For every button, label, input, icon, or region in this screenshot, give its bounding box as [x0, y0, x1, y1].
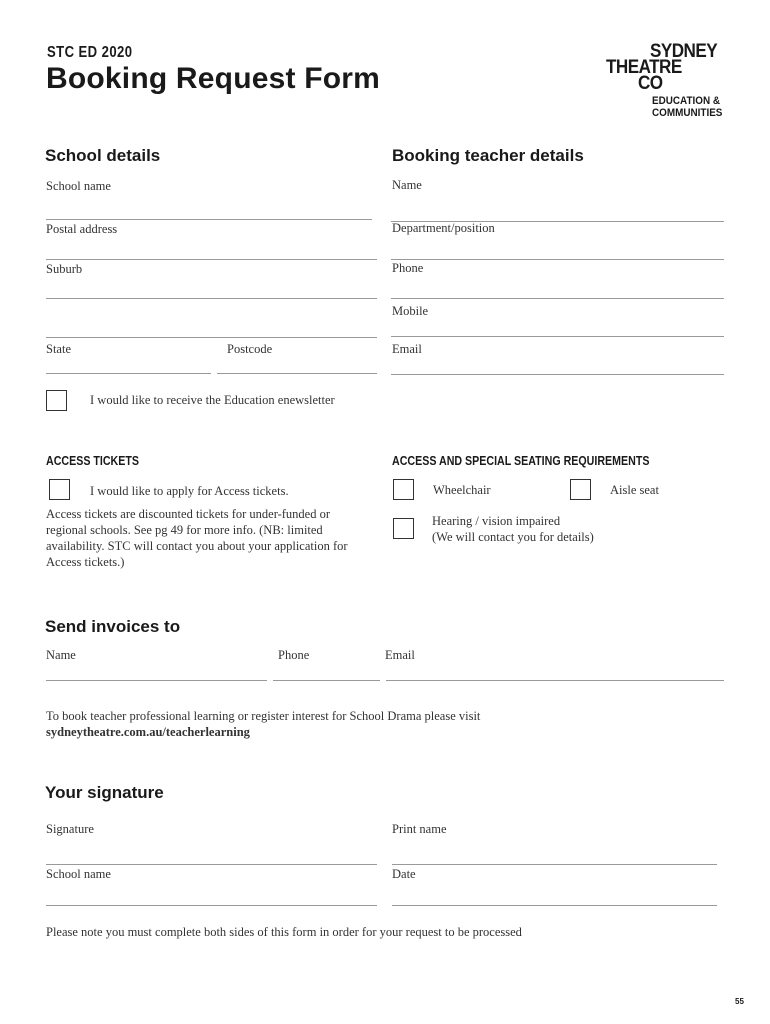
school-name-field[interactable]: [46, 219, 372, 220]
teacher-details-heading: Booking teacher details: [392, 146, 584, 165]
postcode-label: Postcode: [227, 342, 273, 356]
date-label: Date: [392, 867, 416, 881]
access-note-line-1: Access tickets are discounted tickets for under-funded or: [46, 507, 331, 521]
invoice-name-field[interactable]: [46, 680, 267, 681]
aisle-seat-label: Aisle seat: [610, 483, 659, 497]
invoice-phone-label: Phone: [278, 648, 310, 662]
access-tickets-checkbox[interactable]: [49, 479, 70, 500]
state-label: State: [46, 342, 71, 356]
invoice-phone-field[interactable]: [273, 680, 380, 681]
invoice-email-label: Email: [385, 648, 415, 662]
access-note-line-4: Access tickets.): [46, 555, 125, 569]
date-field[interactable]: [392, 905, 717, 906]
wheelchair-checkbox[interactable]: [393, 479, 414, 500]
department-label: Department/position: [392, 221, 495, 235]
newsletter-checkbox[interactable]: [46, 390, 67, 411]
print-name-field[interactable]: [392, 864, 717, 865]
access-tickets-heading: ACCESS TICKETS: [46, 453, 139, 468]
signature-school-name-label: School name: [46, 867, 111, 881]
hearing-vision-label: Hearing / vision impaired: [432, 514, 561, 528]
mobile-label: Mobile: [392, 304, 429, 318]
logo-line-1: SYDNEY: [650, 41, 718, 62]
logo-sub-1: EDUCATION &: [652, 95, 721, 107]
postcode-field[interactable]: [217, 373, 377, 374]
hearing-vision-checkbox[interactable]: [393, 518, 414, 539]
access-seating-heading: ACCESS AND SPECIAL SEATING REQUIREMENTS: [392, 453, 650, 468]
teacher-phone-field[interactable]: [391, 298, 724, 299]
state-field[interactable]: [46, 373, 211, 374]
teacher-email-field[interactable]: [391, 374, 724, 375]
page-title: Booking Request Form: [46, 62, 381, 95]
signature-school-name-field[interactable]: [46, 905, 377, 906]
logo-sub-2: COMMUNITIES: [652, 107, 723, 119]
signature-field[interactable]: [46, 864, 377, 865]
professional-learning-text: To book teacher professional learning or register interest for School Drama please visit: [46, 709, 481, 723]
invoices-heading: Send invoices to: [45, 617, 181, 636]
logo-line-2: THEATRE: [606, 57, 682, 78]
teacher-learning-link[interactable]: sydneytheatre.com.au/teacherlearning: [46, 725, 250, 739]
signature-heading: Your signature: [45, 783, 164, 802]
print-name-label: Print name: [392, 822, 447, 836]
signature-label: Signature: [46, 822, 94, 836]
teacher-email-label: Email: [392, 342, 422, 356]
mobile-field[interactable]: [391, 336, 724, 337]
wheelchair-label: Wheelchair: [433, 483, 491, 497]
postal-address-label: Postal address: [46, 222, 118, 236]
postal-address-field[interactable]: [46, 259, 377, 260]
hearing-vision-note: (We will contact you for details): [432, 530, 594, 544]
page-number: 55: [735, 997, 744, 1006]
teacher-name-label: Name: [392, 178, 422, 192]
access-tickets-apply-label: I would like to apply for Access tickets.: [90, 484, 289, 498]
form-kicker: STC ED 2020: [47, 44, 133, 61]
access-note-line-3: availability. STC will contact you about your application for: [46, 539, 348, 553]
professional-learning-note: [46, 708, 646, 740]
invoice-name-label: Name: [46, 648, 76, 662]
suburb-label: Suburb: [46, 262, 83, 276]
aisle-seat-checkbox[interactable]: [570, 479, 591, 500]
teacher-phone-label: Phone: [392, 261, 424, 275]
access-note-line-2: regional schools. See pg 49 for more info. (NB: limited: [46, 523, 323, 537]
access-tickets-note: [46, 506, 386, 570]
newsletter-label: I would like to receive the Education enewsletter: [90, 393, 335, 407]
school-name-label: School name: [46, 179, 111, 193]
sydney-theatre-co-logo: [606, 41, 736, 124]
address-extra-field[interactable]: [46, 337, 377, 338]
suburb-field[interactable]: [46, 298, 377, 299]
logo-line-3: CO: [638, 73, 663, 94]
school-details-heading: School details: [45, 146, 161, 165]
department-field[interactable]: [391, 259, 724, 260]
completion-note: Please note you must complete both sides of this form in order for your request to be processed: [46, 925, 522, 939]
invoice-email-field[interactable]: [386, 680, 724, 681]
